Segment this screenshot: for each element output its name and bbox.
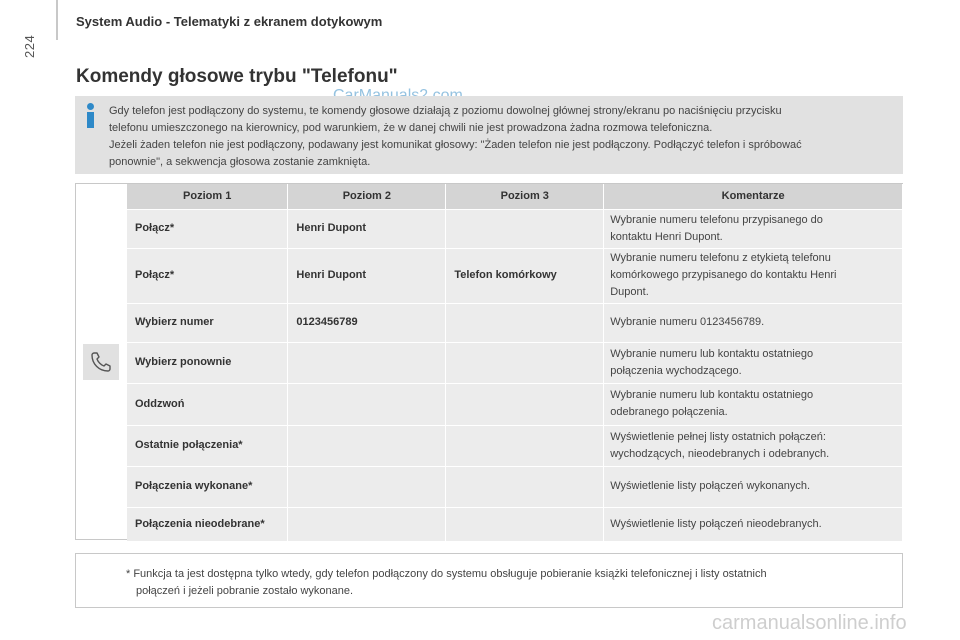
info-line: Gdy telefon jest podłączony do systemu, te komendy głosowe działają z poziomu dowolnej głównej strony/ekranu po naciśnięciu przycisku (109, 105, 782, 117)
cell-level2 (288, 342, 446, 383)
cell-comment: Wyświetlenie listy połączeń wykonanych. (604, 466, 903, 507)
header-level1: Poziom 1 (127, 184, 288, 209)
info-text (109, 103, 894, 171)
header-level2: Poziom 2 (288, 184, 446, 209)
cell-level3 (446, 209, 604, 248)
cell-level3 (446, 507, 604, 541)
watermark-bottom: carmanualsonline.info (712, 612, 907, 634)
info-line: ponownie", a sekwencja głosowa zostanie zamknięta. (109, 156, 371, 168)
table-row (127, 507, 903, 541)
voice-commands-table-frame (75, 183, 903, 540)
cell-level1: Połącz* (127, 248, 288, 303)
phone-column (76, 184, 127, 539)
cell-level1: Ostatnie połączenia* (127, 425, 288, 466)
cell-comment: Wybranie numeru telefonu przypisanego do kontaktu Henri Dupont. (604, 209, 903, 248)
table-row (127, 303, 903, 342)
cell-comment: Wyświetlenie listy połączeń nieodebranych. (604, 507, 903, 541)
cell-level3: Telefon komórkowy (446, 248, 604, 303)
footnote-box (75, 553, 903, 608)
header-comments: Komentarze (604, 184, 903, 209)
page-title: Komendy głosowe trybu "Telefonu" (76, 66, 398, 87)
cell-comment: Wybranie numeru lub kontaktu ostatniego połączenia wychodzącego. (604, 342, 903, 383)
table-row (127, 425, 903, 466)
header-level3: Poziom 3 (446, 184, 604, 209)
running-header: System Audio - Telematyki z ekranem dotykowym (76, 14, 383, 29)
cell-level1: Wybierz numer (127, 303, 288, 342)
cell-level2: Henri Dupont (288, 209, 446, 248)
voice-commands-table (127, 184, 903, 541)
cell-level3 (446, 466, 604, 507)
table-row (127, 342, 903, 383)
table-row (127, 383, 903, 425)
cell-level3 (446, 383, 604, 425)
footnote-text (126, 566, 886, 600)
info-line: telefonu umieszczonego na kierownicy, pod warunkiem, że w danej chwili nie jest prowadzona żadna rozmowa telefoniczna. (109, 122, 713, 134)
info-line: Jeżeli żaden telefon nie jest podłączony, podawany jest komunikat głosowy: "Żaden telefon nie jest podłączony. Podłączyć telefon i spróbować (109, 139, 802, 151)
cell-comment: Wyświetlenie pełnej listy ostatnich połączeń: wychodzących, nieodebranych i odebranych. (604, 425, 903, 466)
info-box (75, 96, 903, 174)
cell-comment: Wybranie numeru lub kontaktu ostatniego odebranego połączenia. (604, 383, 903, 425)
table-row (127, 209, 903, 248)
page-number: 224 (22, 34, 37, 58)
cell-level3 (446, 425, 604, 466)
info-icon (84, 103, 98, 129)
cell-level1: Połączenia nieodebrane* (127, 507, 288, 541)
table-row (127, 466, 903, 507)
cell-comment: Wybranie numeru telefonu z etykietą telefonu komórkowego przypisanego do kontaktu Henri Dupont. (604, 248, 903, 303)
footnote-line: * Funkcja ta jest dostępna tylko wtedy, gdy telefon podłączony do systemu obsługuje pobieranie książki telefonicznej i listy ostatnich (126, 568, 767, 580)
cell-comment: Wybranie numeru 0123456789. (604, 303, 903, 342)
footnote-line: połączeń i jeżeli pobranie zostało wykonane. (136, 585, 354, 597)
header-divider-line (56, 0, 58, 40)
cell-level2: 0123456789 (288, 303, 446, 342)
cell-level3 (446, 303, 604, 342)
cell-level1: Wybierz ponownie (127, 342, 288, 383)
cell-level2 (288, 383, 446, 425)
cell-level2 (288, 466, 446, 507)
cell-level3 (446, 342, 604, 383)
cell-level2 (288, 507, 446, 541)
cell-level1: Oddzwoń (127, 383, 288, 425)
table-row (127, 248, 903, 303)
phone-icon (83, 344, 119, 380)
table-header-row (127, 184, 903, 209)
cell-level1: Połącz* (127, 209, 288, 248)
cell-level2 (288, 425, 446, 466)
cell-level2: Henri Dupont (288, 248, 446, 303)
cell-level1: Połączenia wykonane* (127, 466, 288, 507)
